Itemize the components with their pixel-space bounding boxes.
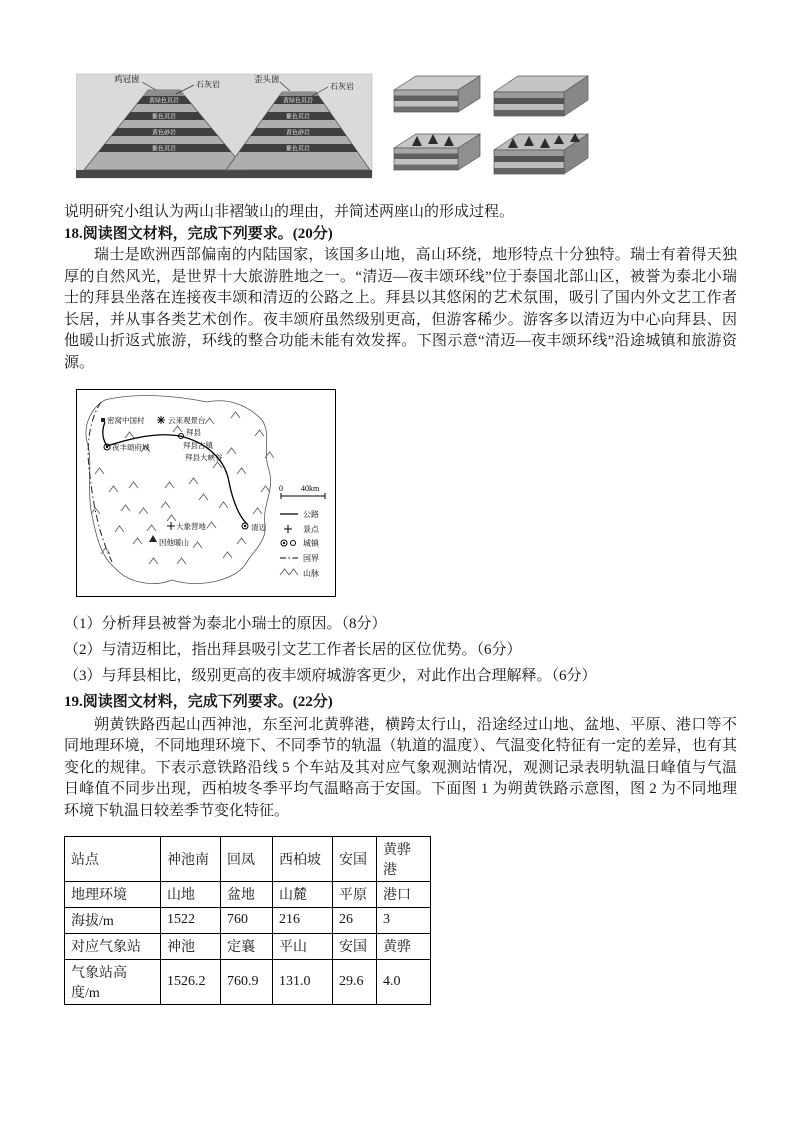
question-18-2: （2）与清迈相比，指出拜县吸引文艺工作者长居的区位优势。（6分） — [64, 641, 522, 658]
national-border-line — [88, 402, 112, 562]
block-diagram-top-left — [394, 76, 480, 112]
question-18-3: （3）与拜县相比，级别更高的夜丰颂府城游客更少，对此作出合理解释。（6分） — [64, 667, 597, 684]
legend-item-town — [281, 538, 320, 548]
layer-label: 黄绿色页岩 — [148, 98, 180, 105]
question-18-1: （1）分析拜县被誉为泰北小瑞士的原因。（8分） — [64, 615, 387, 632]
table-cell: 山麓 — [273, 881, 333, 907]
map-figure-svg — [77, 390, 333, 594]
map-label-inthanon: 因他暖山 — [159, 537, 189, 547]
table-cell: 1522 — [161, 907, 221, 933]
layer-label: 紫色页岩 — [285, 146, 311, 153]
peak-icon — [149, 535, 157, 542]
table-cell: 山地 — [161, 881, 221, 907]
layer-label: 黄色砂岩 — [285, 130, 311, 137]
layer-label: 黄绿色页岩 — [282, 98, 314, 105]
table-cell: 安国 — [333, 933, 377, 959]
table-cell: 盆地 — [221, 881, 273, 907]
table-cell: 回凤 — [221, 836, 273, 881]
map-label-canyon: 拜县大峡谷 — [185, 452, 223, 462]
table-cell: 港口 — [377, 881, 431, 907]
legend-label: 国界 — [303, 553, 319, 563]
table-cell: 气象站高度/m — [65, 959, 161, 1004]
legend-label: 山脉 — [303, 568, 319, 578]
table-cell: 平山 — [273, 933, 333, 959]
map-figure — [76, 389, 336, 597]
map-label-village: 密窝中国村 — [107, 415, 145, 425]
table-cell: 地理环境 — [65, 881, 161, 907]
layer-label: 紫色页岩 — [285, 114, 311, 121]
table-cell: 西柏坡 — [273, 836, 333, 881]
camp-icon — [167, 522, 175, 530]
table-cell: 神池 — [161, 933, 221, 959]
question-18-heading: 18.阅读图文材料，完成下列要求。(20分) — [64, 226, 333, 242]
mountain-figure — [76, 70, 737, 193]
legend-item-spot — [284, 524, 320, 534]
question-19-heading: 19.阅读图文材料，完成下列要求。(22分) — [64, 693, 333, 710]
scale-bar — [279, 484, 325, 499]
legend-label: 城镇 — [303, 538, 319, 548]
table-cell: 海拔/m — [65, 907, 161, 933]
viewpoint-icon — [157, 416, 165, 424]
mountain-name-label: 歪头崮 — [254, 74, 280, 84]
table-cell: 神池南 — [161, 836, 221, 881]
map-label-old-town: 拜县古镇 — [183, 440, 213, 450]
block-diagram-bottom-right — [494, 133, 588, 174]
table-row — [65, 881, 431, 907]
legend-label: 景点 — [303, 524, 319, 534]
legend-item-mountain — [280, 568, 319, 578]
table-cell: 黄骅 — [377, 933, 431, 959]
table-row — [65, 836, 431, 881]
layer-label: 紫色页岩 — [151, 114, 177, 121]
map-label-fucheng: 夜丰颂府城 — [112, 442, 150, 452]
table-cell: 站点 — [65, 836, 161, 881]
station-table — [64, 836, 431, 1005]
legend-item-road — [280, 509, 319, 519]
table-cell: 安国 — [333, 836, 377, 881]
table-cell: 对应气象站 — [65, 933, 161, 959]
map-legend — [280, 509, 320, 578]
block-diagram-top-right — [494, 76, 588, 116]
table-cell: 黄骅港 — [377, 836, 431, 881]
layer-label: 黄色砂岩 — [151, 130, 177, 137]
mountain-figure-svg — [76, 70, 591, 188]
table-cell: 131.0 — [273, 959, 333, 1004]
table-cell: 26 — [333, 907, 377, 933]
table-cell: 29.6 — [333, 959, 377, 1004]
table-cell: 760.9 — [221, 959, 273, 1004]
question-18-material: 瑞士是欧洲西部偏南的内陆国家，该国多山地，高山环绕，地形特点十分独特。瑞士有着得天独厚的自然风光，是世界十大旅游胜地之一。“清迈—夜丰颂环线”位于泰国北部山区，被誉为泰北小瑞士的拜县坐落在连接夜丰颂和清迈的公路之上。拜县以其悠闲的艺术氛围，吸引了国内外文艺工作者长居，并从事各类艺术创作。夜丰颂府虽然级别更高，但游客稀少。游客多以清迈为中心向拜县、因他暖山折返式旅游，环线的整合功能未能有效发挥。下图示意“清迈—夜丰颂环线”沿途城镇和旅游资源。 — [64, 247, 737, 371]
table-cell: 4.0 — [377, 959, 431, 1004]
table-cell: 1526.2 — [161, 959, 221, 1004]
table-cell: 760 — [221, 907, 273, 933]
figure-base-strip — [76, 170, 372, 178]
scale-zero: 0 — [279, 483, 283, 493]
layer-label: 紫色页岩 — [151, 146, 177, 153]
map-label-pai: 拜县 — [186, 427, 201, 437]
map-label-camp: 大象营地 — [176, 521, 206, 531]
table-cell: 定襄 — [221, 933, 273, 959]
table-cell: 平原 — [333, 881, 377, 907]
mountain-name-label: 鸡冠崮 — [114, 74, 140, 84]
rock-cap-label: 石灰岩 — [330, 82, 354, 91]
road-line — [103, 422, 247, 524]
map-label-viewpoint: 云来观景台 — [168, 415, 206, 425]
table-cell: 216 — [273, 907, 333, 933]
question-19-material: 朔黄铁路西起山西神池，东至河北黄骅港，横跨太行山，沿途经过山地、盆地、平原、港口等不同地理环境，不同地理环境下、不同季节的轨温（轨道的温度）、气温变化特征有一定的差异，也有其变化的规律。下表示意铁路沿线 5 个车站及其对应气象观测站情况，观测记录表明轨温日峰值与气温日峰值不同步出现，西柏坡冬季平均气温略高于安国。下面图 1 为朔黄铁路示意图，图 2 为不同地理环境下轨温日较差季节变化特征。 — [64, 716, 737, 819]
map-label-chiangmai: 清迈 — [251, 522, 266, 532]
scale-max: 40km — [301, 483, 320, 493]
table-row — [65, 959, 431, 1004]
question-18-subquestions — [64, 611, 737, 689]
legend-label: 公路 — [303, 509, 319, 519]
rock-cap-label: 石灰岩 — [196, 80, 220, 89]
legend-item-border — [280, 554, 319, 563]
intro-line: 说明研究小组认为两山非褶皱山的理由，并简述两座山的形成过程。 — [64, 204, 515, 220]
table-row — [65, 907, 431, 933]
table-cell: 3 — [377, 907, 431, 933]
block-diagram-bottom-left — [394, 134, 480, 170]
table-row — [65, 933, 431, 959]
